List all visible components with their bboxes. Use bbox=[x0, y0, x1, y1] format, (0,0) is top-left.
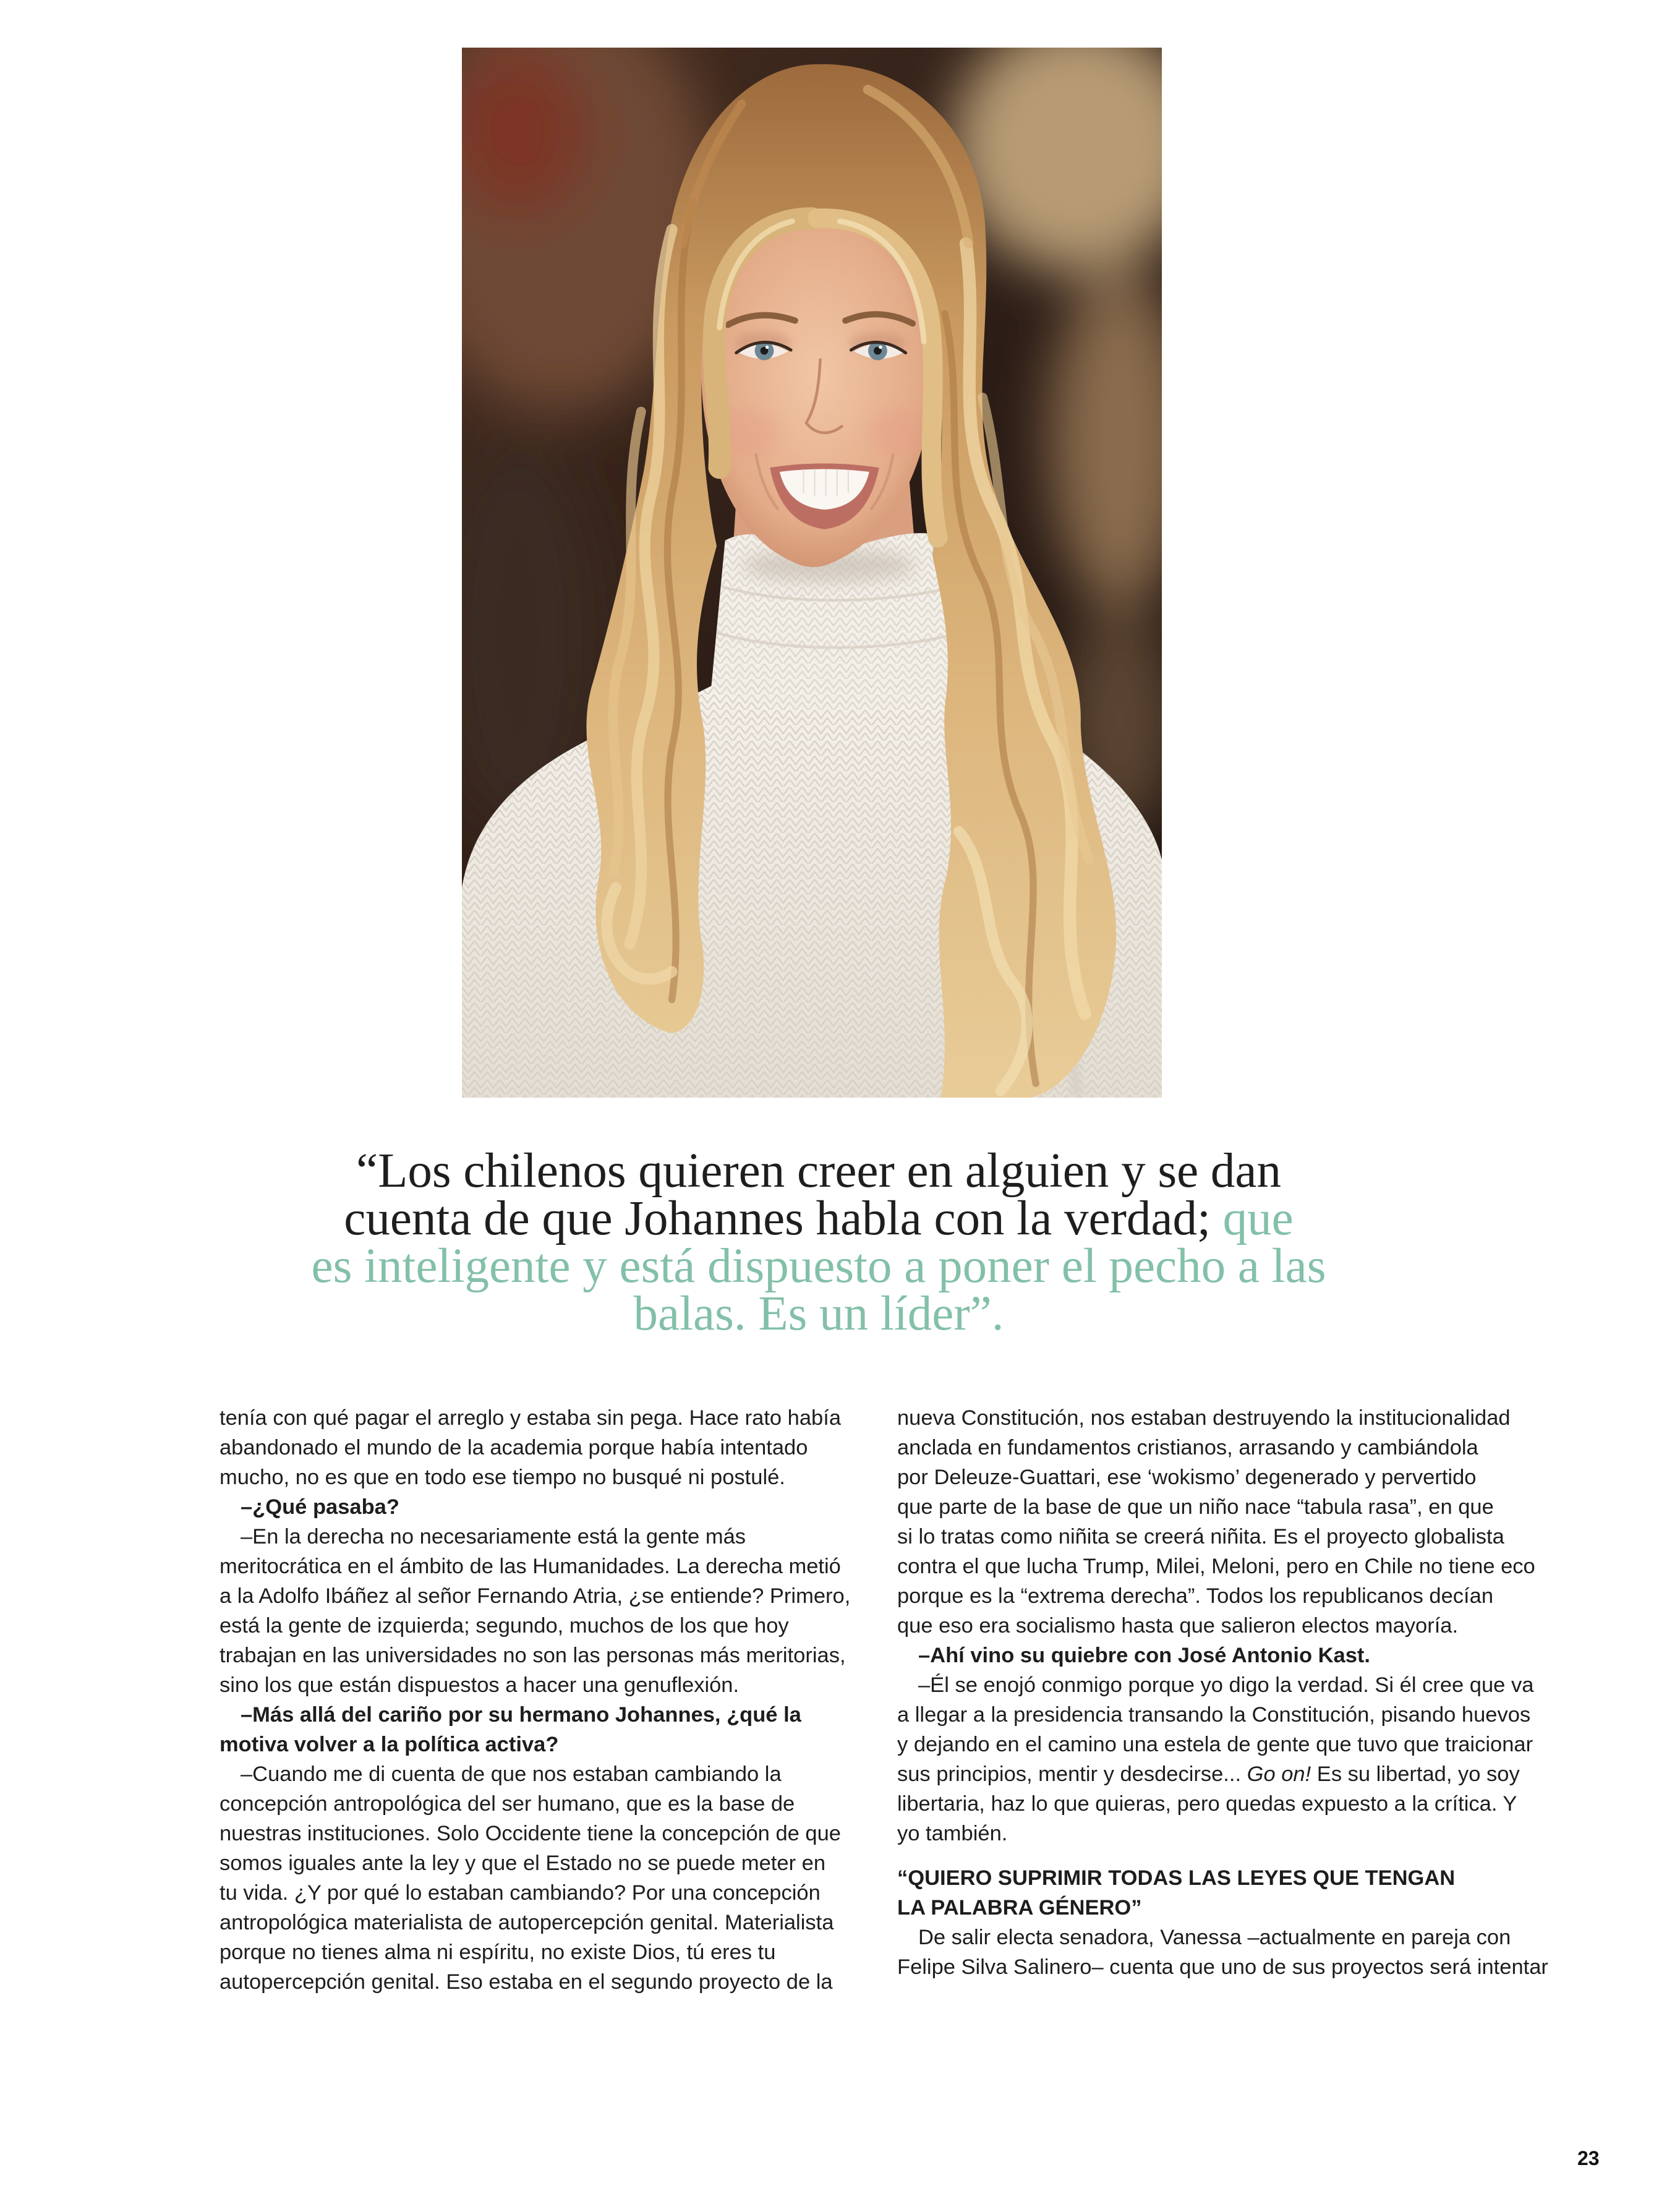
body-line: porque no tienes alma ni espíritu, no existe Dios, tú eres tu bbox=[220, 1941, 776, 1964]
body-line: –Él se enojó conmigo porque yo digo la verdad. Si él cree que va bbox=[918, 1673, 1534, 1697]
body-line: que eso era socialismo hasta que salieron electos mayoría. bbox=[897, 1614, 1459, 1638]
body-line: –En la derecha no necesariamente está la gente más bbox=[241, 1525, 746, 1548]
body-line: a la Adolfo Ibáñez al señor Fernando Atria, ¿se entiende? Primero, bbox=[220, 1584, 851, 1608]
body-line: autopercepción genital. Eso estaba en el segundo proyecto de la bbox=[220, 1970, 833, 1994]
body-line: antropológica materialista de autopercepción genital. Materialista bbox=[220, 1911, 834, 1934]
body-line bbox=[897, 1759, 1565, 1789]
pull-quote-highlight: es inteligente y está dispuesto a poner el pecho a las bbox=[311, 1239, 1326, 1293]
pull-quote-line: “Los chilenos quieren creer en alguien y se dan bbox=[356, 1144, 1281, 1198]
body-line: anclada en fundamentos cristianos, arrasando y cambiándola bbox=[897, 1436, 1478, 1459]
article-column-right bbox=[897, 1403, 1565, 1982]
pull-quote-highlight: que bbox=[1222, 1192, 1294, 1245]
body-line: porque es la “extrema derecha”. Todos los republicanos decían bbox=[897, 1584, 1494, 1608]
portrait-illustration bbox=[462, 48, 1162, 1098]
question-line: motiva volver a la política activa? bbox=[220, 1733, 559, 1756]
body-line: Felipe Silva Salinero– cuenta que uno de sus proyectos será intentar bbox=[897, 1955, 1548, 1979]
body-line: tenía con qué pagar el arreglo y estaba sin pega. Hace rato había bbox=[220, 1406, 842, 1430]
article-column-left bbox=[220, 1403, 887, 1997]
portrait-photo bbox=[462, 48, 1162, 1098]
body-line: nuestras instituciones. Solo Occidente tiene la concepción de que bbox=[220, 1822, 841, 1845]
pull-quote bbox=[200, 1144, 1437, 1341]
body-line: tu vida. ¿Y por qué lo estaban cambiando? Por una concepción bbox=[220, 1881, 821, 1905]
body-line: somos iguales ante la ley y que el Estado no se puede meter en bbox=[220, 1851, 826, 1875]
body-line: por Deleuze-Guattari, ese ‘wokismo’ degenerado y pervertido bbox=[897, 1466, 1477, 1489]
pull-quote-highlight: balas. Es un líder”. bbox=[633, 1287, 1004, 1341]
pull-quote-text: cuenta de que Johannes habla con la verdad; bbox=[344, 1192, 1211, 1245]
page-number: 23 bbox=[1577, 2147, 1600, 2169]
body-line: –Cuando me di cuenta de que nos estaban cambiando la bbox=[241, 1762, 782, 1786]
body-line: que parte de la base de que un niño nace “tabula rasa”, en que bbox=[897, 1495, 1494, 1519]
pull-quote-line bbox=[200, 1192, 1437, 1245]
body-line: a llegar a la presidencia transando la Constitución, pisando huevos bbox=[897, 1703, 1531, 1727]
body-line: De salir electa senadora, Vanessa –actualmente en pareja con bbox=[918, 1926, 1511, 1949]
body-line: está la gente de izquierda; segundo, muchos de los que hoy bbox=[220, 1614, 789, 1638]
body-line: nueva Constitución, nos estaban destruyendo la institucionalidad bbox=[897, 1406, 1511, 1430]
section-subheading: LA PALABRA GÉNERO” bbox=[897, 1896, 1142, 1920]
body-line: trabajan en las universidades no son las personas más meritorias, bbox=[220, 1644, 846, 1667]
body-line: sino los que están dispuestos a hacer una genuflexión. bbox=[220, 1673, 740, 1697]
section-subheading: “QUIERO SUPRIMIR TODAS LAS LEYES QUE TENGAN bbox=[897, 1866, 1456, 1890]
body-line: abandonado el mundo de la academia porque había intentado bbox=[220, 1436, 808, 1459]
body-line: yo también. bbox=[897, 1822, 1008, 1845]
body-line: contra el que lucha Trump, Milei, Meloni, pero en Chile no tiene eco bbox=[897, 1555, 1535, 1578]
italic-text: Go on! bbox=[1247, 1762, 1311, 1786]
body-line: concepción antropológica del ser humano, que es la base de bbox=[220, 1792, 795, 1816]
body-line: mucho, no es que en todo ese tiempo no busqué ni postulé. bbox=[220, 1466, 785, 1489]
question-line: –Más allá del cariño por su hermano Johannes, ¿qué la bbox=[241, 1703, 801, 1727]
body-text: Es su libertad, yo soy bbox=[1311, 1762, 1520, 1786]
body-line: libertaria, haz lo que quieras, pero quedas expuesto a la crítica. Y bbox=[897, 1792, 1517, 1816]
body-line: si lo tratas como niñita se creerá niñita. Es el proyecto globalista bbox=[897, 1525, 1504, 1548]
body-text: sus principios, mentir y desdecirse... bbox=[897, 1762, 1247, 1786]
body-line: meritocrática en el ámbito de las Humanidades. La derecha metió bbox=[220, 1555, 841, 1578]
question-line: –Ahí vino su quiebre con José Antonio Kast. bbox=[918, 1644, 1370, 1667]
question-line: –¿Qué pasaba? bbox=[241, 1495, 399, 1519]
body-line: y dejando en el camino una estela de gente que tuvo que traicionar bbox=[897, 1733, 1533, 1756]
